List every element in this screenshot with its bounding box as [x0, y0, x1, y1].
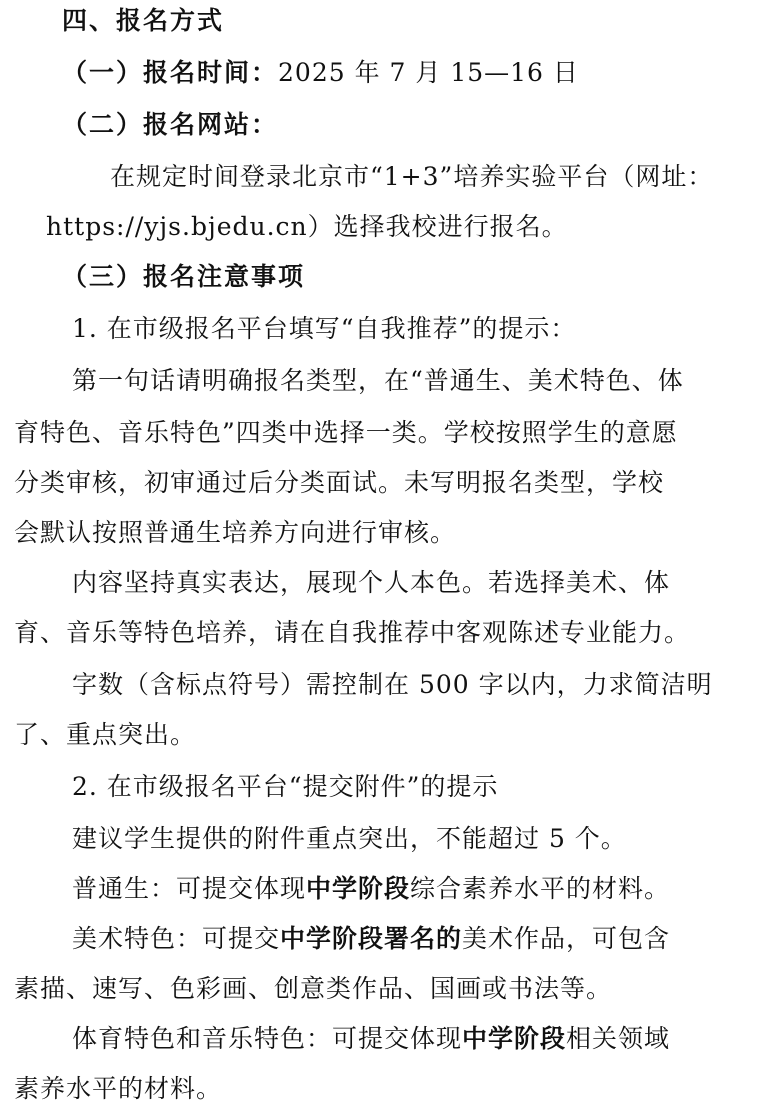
item1-p1-line: 育特色、音乐特色”四类中选择一类。学校按照学生的意愿 — [14, 418, 678, 447]
item2-art-line — [72, 922, 670, 956]
item1-p3-line: 字数（含标点符号）需控制在 500 字以内，力求简洁明 — [72, 670, 713, 699]
item1-p2-line: 内容坚持真实表达，展现个人本色。若选择美术、体 — [72, 568, 671, 597]
item1-p2-line: 育、音乐等特色培养，请在自我推荐中客观陈述专业能力。 — [14, 618, 691, 647]
art-bold: 中学阶段署名的 — [280, 924, 463, 953]
item2-title: 2. 在市级报名平台“提交附件”的提示 — [72, 772, 499, 801]
registration-time-value: 2025 年 7 月 15—16 日 — [278, 58, 579, 87]
general-suffix: 综合素养水平的材料。 — [410, 874, 671, 903]
item2-sports-music-line — [72, 1022, 670, 1056]
registration-site-text-line1: 在规定时间登录北京市“1+3”培养实验平台（网址： — [110, 162, 714, 191]
art-suffix: 美术作品，可包含 — [462, 924, 671, 953]
sports-music-suffix: 相关领域 — [566, 1024, 671, 1053]
item1-p1-line: 第一句话请明确报名类型，在“普通生、美术特色、体 — [72, 366, 684, 395]
registration-time-line — [62, 56, 579, 90]
item2-art-line2: 素描、速写、色彩画、创意类作品、国画或书法等。 — [14, 974, 613, 1003]
general-bold: 中学阶段 — [306, 874, 411, 903]
item1-p3-line: 了、重点突出。 — [14, 720, 197, 749]
registration-site-label: （二）报名网站： — [62, 110, 279, 139]
item1-p1-line: 分类审核，初审通过后分类面试。未写明报名类型，学校 — [14, 468, 665, 497]
item2-general-line — [72, 872, 670, 906]
item2-sports-music-line2: 素养水平的材料。 — [14, 1074, 223, 1103]
sports-music-prefix: 体育特色和音乐特色：可提交体现 — [72, 1024, 463, 1053]
item1-p1-line: 会默认按照普通生培养方向进行审核。 — [14, 518, 457, 547]
registration-time-label: （一）报名时间： — [62, 58, 279, 87]
art-prefix: 美术特色：可提交 — [72, 924, 281, 953]
notes-heading: （三）报名注意事项 — [62, 262, 306, 291]
sports-music-bold: 中学阶段 — [462, 1024, 567, 1053]
item1-title: 1. 在市级报名平台填写“自我推荐”的提示： — [72, 314, 577, 343]
general-prefix: 普通生：可提交体现 — [72, 874, 307, 903]
section-title: 四、报名方式 — [62, 6, 225, 35]
item2-p1: 建议学生提供的附件重点突出，不能超过 5 个。 — [72, 824, 627, 853]
registration-site-text-line2: https://yjs.bjedu.cn）选择我校进行报名。 — [46, 212, 568, 241]
